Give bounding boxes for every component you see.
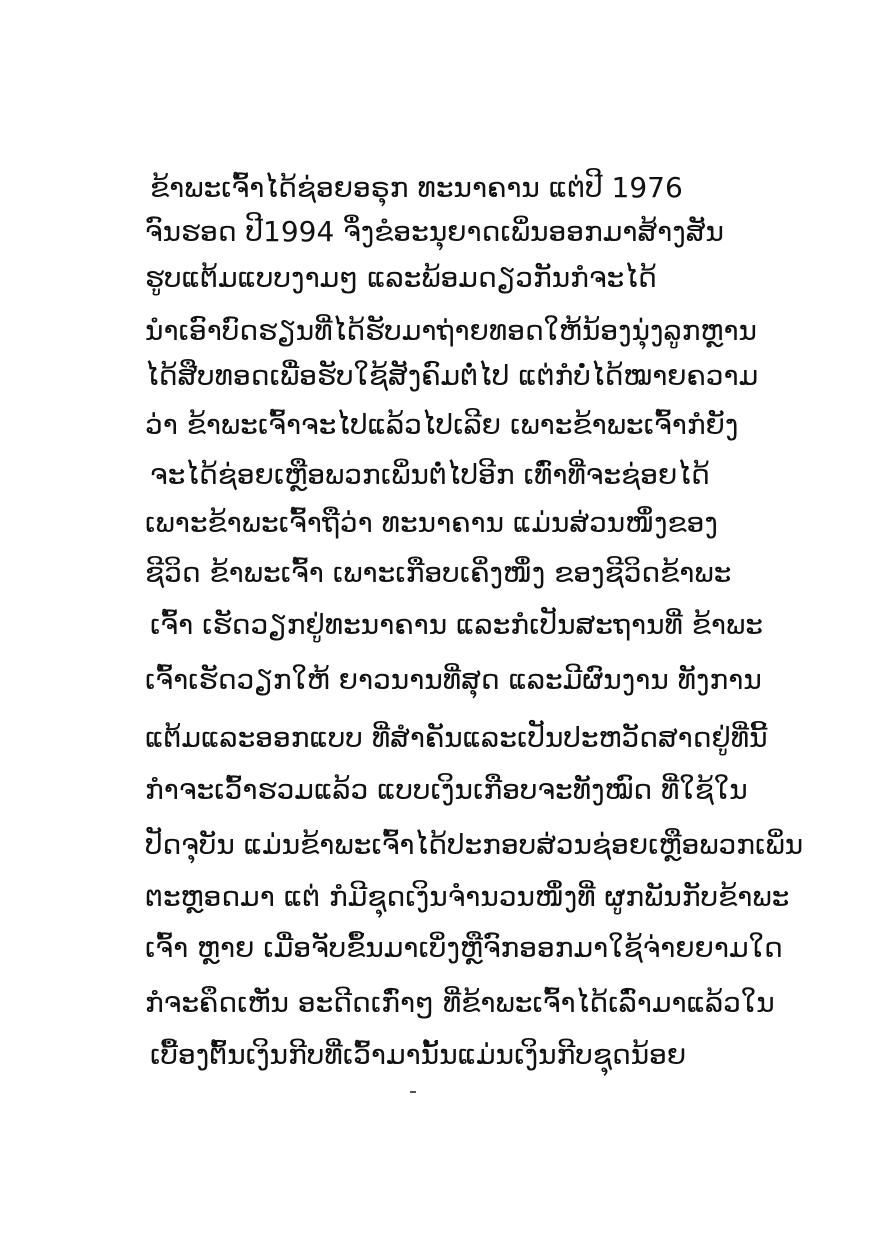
text-line-6: ວ່າ ຂ້າພະເຈົ້າຈະໄປແລ້ວໄປເລີຍ ເພາະຂ້າພະເຈົ້າກໍຍັງ (145, 408, 739, 441)
text-line-17: ກໍຈະຄຶດເຫັນ ອະດີດເກົ່າໆ ທີ່ຂ້າພະເຈົ້າໄດ້ເລົ່າມາແລ້ວໃນ (145, 986, 775, 1019)
text-line-14: ປັດຈຸບັນ ແມ່ນຂ້າພະເຈົ້າໄດ້ປະກອບສ່ວນຊ່ອຍເຫຼືອພວກເພິ່ນ (145, 828, 804, 861)
text-line-10: ເຈົ້າ ເຮັດວຽກຢູ່ທະນາຄານ ແລະກໍເປັນສະຖານທີ່ ຂ້າພະ (150, 608, 763, 641)
text-line-3: ຮູບແຕ້ມແບບງາມໆ ແລະພ້ອມດຽວກັນກໍຈະໄດ້ (145, 261, 657, 294)
text-line-18: ເບື້ອງຕົ້ນເງິນກີບທີ່ເວົ້າມານັ້ນແມ່ນເງິນກີບຊຸດນ້ອຍ (150, 1038, 687, 1071)
text-line-5: ໄດ້ສືບທອດເພື່ອຮັບໃຊ້ສັງຄົມຕໍ່ໄປ ແຕ່ກໍບໍ່ໄດ້ໝາຍຄວາມ (145, 359, 759, 392)
text-line-2: ຈົນຮອດ ປີ1994 ຈຶ່ງຂໍອະນຸຍາດເພິ່ນອອກມາສ້າງສັນ (145, 215, 724, 248)
text-line-11: ເຈົ້າເຮັດວຽກໃຫ້ ຍາວນານທີ່ສຸດ ແລະມີຜົນງານ ທັງການ (145, 663, 762, 696)
text-line-15: ຕະຫຼອດມາ ແຕ່ ກໍມີຊຸດເງິນຈຳນວນໜຶ່ງທີ່ ຜູກພັນກັບຂ້າພະ (145, 880, 790, 913)
text-line-12: ແຕ້ມແລະອອກແບບ ທີ່ສຳຄັນແລະເປັນປະຫວັດສາດຢູ່ທີ່ນີ້ (145, 721, 768, 754)
text-line-9: ຊີວິດ ຂ້າພະເຈົ້າ ເພາະເກືອບເຄິ່ງໜຶ່ງ ຂອງຊີວິດຂ້າພະ (145, 556, 732, 589)
text-line-1: ຂ້າພະເຈົ້າໄດ້ຊ່ອຍອຣຸກ ທະນາຄານ ແຕ່ປີ 1976 (150, 171, 683, 204)
text-line-4: ນຳເອົາບົດຮຽນທີ່ໄດ້ຮັບມາຖ່າຍທອດໃຫ້ນ້ອງນຸ່ງລູກຫຼານ (145, 314, 757, 347)
text-line-8: ເພາະຂ້າພະເຈົ້າຖືວ່າ ທະນາຄານ ແມ່ນສ່ວນໜຶ່ງຂອງ (145, 506, 718, 539)
text-line-13: ກໍາຈະເວົ້າຮວມແລ້ວ ແບບເງິນເກືອບຈະທັງໝົດ ທີ່ໃຊ້ໃນ (145, 773, 748, 806)
scan-speck (410, 1091, 416, 1093)
text-line-7: ຈະໄດ້ຊ່ອຍເຫຼືອພວກເພິ່ນຕໍ່ໄປອີກ ເທົ່າທີ່ຈະຊ່ອຍໄດ້ (150, 458, 710, 491)
text-line-16: ເຈົ້າ ຫຼາຍ ເມື່ອຈັບຂຶ້ນມາເບິ່ງຫຼືຈົກອອກມາໃຊ້ຈ່າຍຍາມໃດ (145, 931, 783, 964)
